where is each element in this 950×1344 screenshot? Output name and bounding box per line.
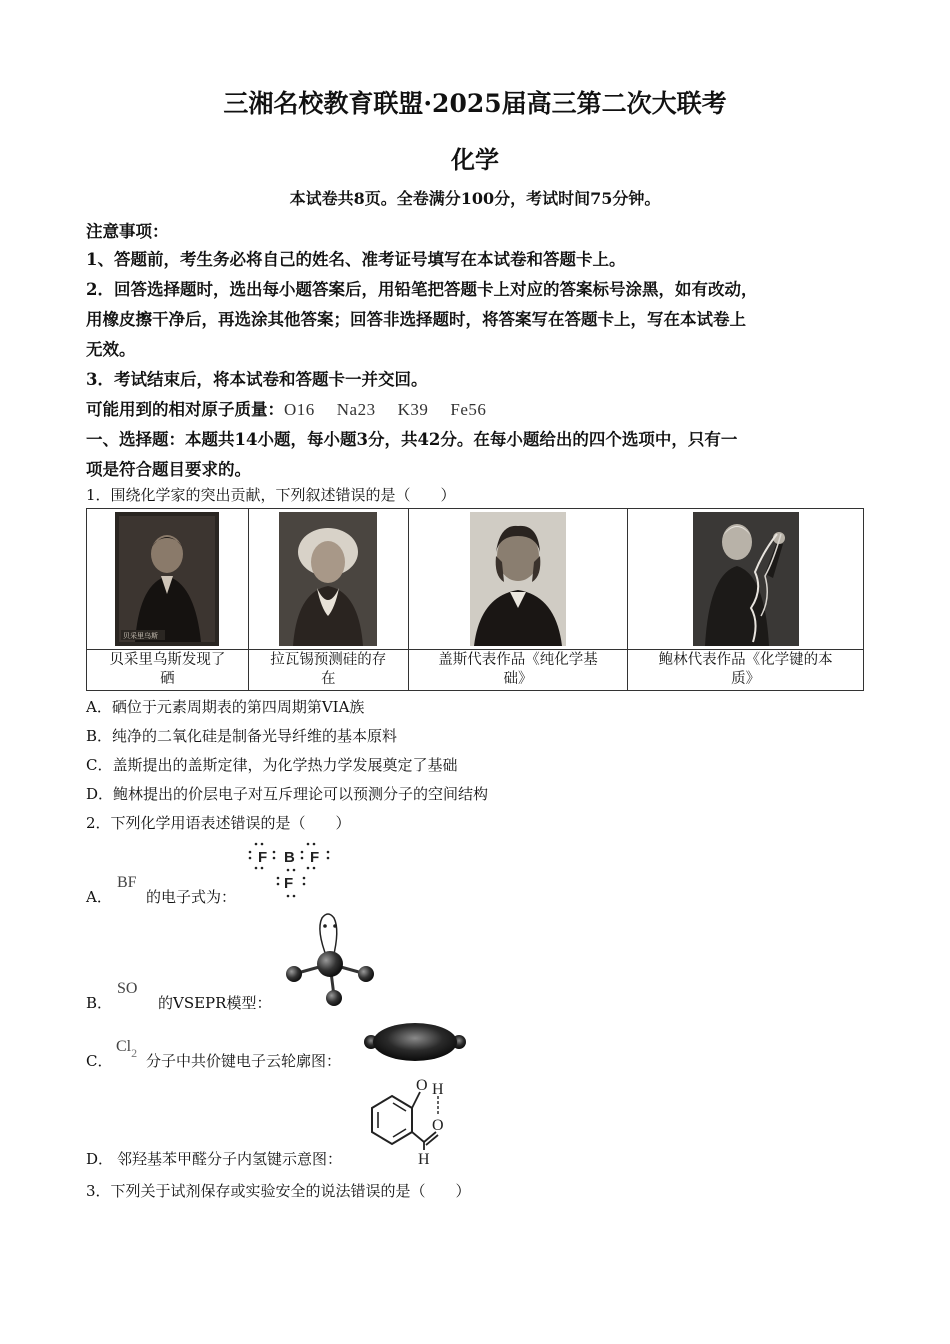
q2-option-a-formula: BF <box>117 874 137 891</box>
atom-o-hydroxyl: O <box>416 1077 428 1094</box>
caption-hess: 盖斯代表作品《纯化学基 础》 <box>408 650 628 691</box>
q2-option-c-text: 分子中共价键电子云轮廓图： <box>146 1052 342 1070</box>
q1-stem: 1．围绕化学家的突出贡献，下列叙述错误的是（ ） <box>86 486 456 504</box>
atomic-mass-o: O16 <box>284 400 315 419</box>
atom-h-hydroxyl: H <box>432 1081 444 1098</box>
atomic-masses <box>86 396 486 420</box>
berzelius-portrait-image <box>115 512 219 646</box>
q2-option-c-formula: $Cl_2$ <box>116 1038 138 1060</box>
portrait-cell-pauling <box>628 509 864 650</box>
notes-item-2-line-2: 用橡皮擦干净后，再选涂其他答案；回答非选择题时，将答案写在答题卡上，写在本试卷上 <box>86 310 746 329</box>
atom-h-aldehyde: H <box>418 1151 430 1166</box>
q2-option-c-letter: C． <box>86 1052 113 1070</box>
lewis-atom-f-bottom: F <box>284 875 294 892</box>
notes-heading: 注意事项： <box>86 222 169 241</box>
portrait-cell-berzelius <box>87 509 249 650</box>
subject-title: 化学 <box>451 145 499 174</box>
q1-option-a: A．硒位于元素周期表的第四周期第VIA族 <box>86 698 365 716</box>
q1-option-c: C．盖斯提出的盖斯定律，为化学热力学发展奠定了基础 <box>86 756 458 774</box>
atomic-mass-k: K39 <box>397 400 429 419</box>
exam-title: 三湘名校教育联盟·2025届高三第二次大联考 <box>223 89 727 118</box>
q1-option-d: D．鲍林提出的价层电子对互斥理论可以预测分子的空间结构 <box>86 785 489 803</box>
q2-option-b-text: 的VSEPR模型： <box>158 994 272 1012</box>
q1-option-b: B．纯净的二氧化硅是制备光导纤维的基本原料 <box>86 727 398 745</box>
q1-chemists-table <box>86 508 864 691</box>
atomic-mass-fe: Fe56 <box>450 400 487 419</box>
portrait-label: 贝采里乌斯 <box>123 632 159 640</box>
section-1-line-2: 项是符合题目要求的。 <box>86 460 251 479</box>
q2-option-c-subscript: 2 <box>131 1046 138 1060</box>
q2-option-b-letter: B． <box>86 994 113 1012</box>
caption-lavoisier: 拉瓦锡预测硅的存 在 <box>248 650 408 691</box>
caption-berzelius: 贝采里乌斯发现了 硒 <box>87 650 249 691</box>
q2-option-b-formula: SO <box>117 980 138 997</box>
atomic-masses-label: 可能用到的相对原子质量： <box>86 400 284 419</box>
q3-stem: 3．下列关于试剂保存或实验安全的说法错误的是（ ） <box>86 1182 471 1200</box>
hess-portrait-image <box>470 512 566 646</box>
q2-option-d-letter: D． <box>86 1150 114 1168</box>
notes-item-1: 1、答题前，考生务必将自己的姓名、准考证号填写在本试卷和答题卡上。 <box>86 250 626 269</box>
q2-stem: 2．下列化学用语表述错误的是（ ） <box>86 814 351 832</box>
portrait-cell-lavoisier <box>248 509 408 650</box>
q2-option-a-letter: A． <box>86 888 112 906</box>
portrait-cell-hess <box>408 509 628 650</box>
exam-info: 本试卷共8页。全卷满分100分，考试时间75分钟。 <box>289 189 661 208</box>
lewis-atom-b: B <box>284 849 295 866</box>
caption-pauling: 鲍林代表作品《化学键的本 质》 <box>628 650 864 691</box>
so3-vsepr-model <box>280 910 380 1010</box>
notes-item-3: 3．考试结束后，将本试卷和答题卡一并交回。 <box>86 370 428 389</box>
notes-item-2-line-3: 无效。 <box>86 340 136 359</box>
q2-option-d-text: 邻羟基苯甲醛分子内氢键示意图： <box>117 1150 343 1168</box>
bf3-lewis-structure <box>244 838 336 902</box>
o-hydroxybenzaldehyde-structure <box>362 1074 462 1166</box>
atomic-mass-na: Na23 <box>336 400 376 419</box>
pauling-photo-image <box>693 512 799 646</box>
notes-item-2-line-1: 2．回答选择题时，选出每小题答案后，用铅笔把答题卡上对应的答案标号涂黑，如有改动， <box>86 280 758 299</box>
cl2-electron-cloud-image <box>360 1020 470 1064</box>
lavoisier-portrait-image <box>279 512 377 646</box>
section-1-line-1: 一、选择题：本题共14小题，每小题3分，共42分。在每小题给出的四个选项中，只有一 <box>86 430 738 449</box>
atom-o-carbonyl: O <box>432 1117 444 1134</box>
lewis-atom-f-left: F <box>258 849 268 866</box>
lewis-atom-f-right: F <box>310 849 320 866</box>
q2-option-a-text: 的电子式为： <box>146 888 237 906</box>
